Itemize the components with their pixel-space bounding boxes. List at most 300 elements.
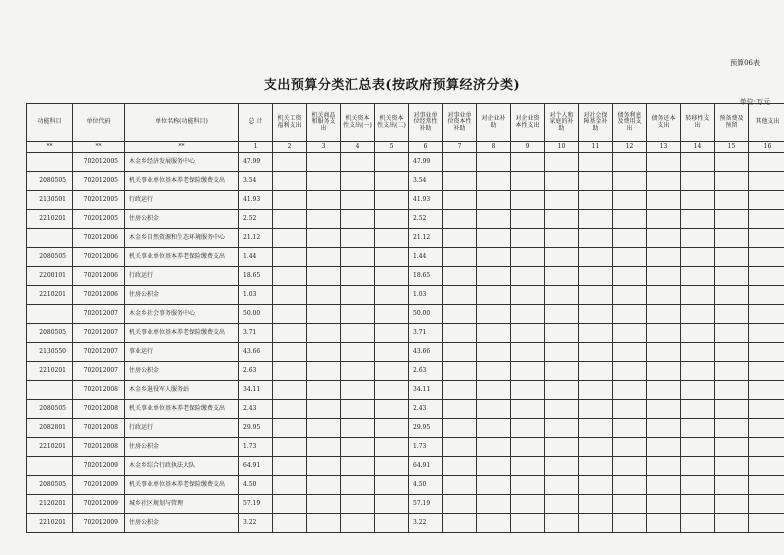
table-row	[27, 476, 784, 495]
column-number-row	[27, 142, 784, 153]
column-number-cell: 6	[409, 142, 443, 153]
empty-cell	[715, 229, 749, 248]
empty-cell	[681, 400, 715, 419]
empty-cell	[443, 362, 477, 381]
empty-cell	[273, 343, 307, 362]
func-code-cell: 2210201	[27, 514, 73, 533]
empty-cell	[579, 476, 613, 495]
empty-cell	[579, 495, 613, 514]
unit-name-cell: 住房公积金	[125, 438, 239, 457]
empty-cell	[579, 381, 613, 400]
func-code-cell	[27, 381, 73, 400]
func-code-cell: 2120201	[27, 495, 73, 514]
unit-name-cell: 木金乡自然资源和生态环境服务中心	[125, 229, 239, 248]
unit-code-cell: 702012009	[73, 457, 125, 476]
empty-cell	[715, 191, 749, 210]
column-number-cell: **	[125, 142, 239, 153]
empty-cell	[307, 514, 341, 533]
page-title: 支出预算分类汇总表(按政府预算经济分类)	[263, 78, 521, 93]
empty-cell	[579, 153, 613, 172]
empty-cell	[307, 362, 341, 381]
empty-cell	[613, 514, 647, 533]
empty-cell	[443, 438, 477, 457]
institution-recurring-subsidy-cell: 57.19	[409, 495, 443, 514]
total-cell: 50.00	[239, 305, 273, 324]
table-row	[27, 514, 784, 533]
institution-recurring-subsidy-cell: 2.43	[409, 400, 443, 419]
empty-cell	[613, 286, 647, 305]
empty-cell	[341, 286, 375, 305]
empty-cell	[307, 153, 341, 172]
table-row	[27, 419, 784, 438]
empty-cell	[749, 229, 784, 248]
column-number-cell: 12	[613, 142, 647, 153]
empty-cell	[545, 476, 579, 495]
column-header: 对事业单位资本性补助	[443, 104, 477, 142]
empty-cell	[375, 172, 409, 191]
empty-cell	[511, 229, 545, 248]
empty-cell	[545, 153, 579, 172]
table-row	[27, 172, 784, 191]
empty-cell	[477, 400, 511, 419]
empty-cell	[647, 267, 681, 286]
empty-cell	[749, 343, 784, 362]
column-number-cell: 9	[511, 142, 545, 153]
column-header: 机关商品和服务支出	[307, 104, 341, 142]
empty-cell	[545, 514, 579, 533]
empty-cell	[511, 286, 545, 305]
empty-cell	[511, 438, 545, 457]
institution-recurring-subsidy-cell: 41.93	[409, 191, 443, 210]
unit-name-cell: 行政运行	[125, 191, 239, 210]
empty-cell	[681, 324, 715, 343]
total-cell: 2.43	[239, 400, 273, 419]
unit-name-cell: 木金乡经济发展服务中心	[125, 153, 239, 172]
empty-cell	[681, 457, 715, 476]
total-cell: 18.65	[239, 267, 273, 286]
total-cell: 3.22	[239, 514, 273, 533]
empty-cell	[545, 172, 579, 191]
institution-recurring-subsidy-cell: 21.12	[409, 229, 443, 248]
empty-cell	[681, 286, 715, 305]
column-header: 其他支出	[749, 104, 784, 142]
empty-cell	[579, 457, 613, 476]
empty-cell	[647, 343, 681, 362]
empty-cell	[749, 362, 784, 381]
empty-cell	[375, 476, 409, 495]
empty-cell	[613, 476, 647, 495]
unit-code-cell: 702012009	[73, 495, 125, 514]
empty-cell	[681, 495, 715, 514]
empty-cell	[511, 419, 545, 438]
empty-cell	[613, 343, 647, 362]
empty-cell	[749, 248, 784, 267]
empty-cell	[307, 305, 341, 324]
total-cell: 57.19	[239, 495, 273, 514]
empty-cell	[443, 172, 477, 191]
empty-cell	[613, 381, 647, 400]
empty-cell	[715, 419, 749, 438]
empty-cell	[307, 210, 341, 229]
table-row	[27, 153, 784, 172]
empty-cell	[545, 248, 579, 267]
empty-cell	[375, 267, 409, 286]
empty-cell	[273, 153, 307, 172]
empty-cell	[545, 210, 579, 229]
total-cell: 2.52	[239, 210, 273, 229]
empty-cell	[307, 457, 341, 476]
empty-cell	[477, 267, 511, 286]
empty-cell	[341, 229, 375, 248]
empty-cell	[545, 419, 579, 438]
column-header: 单位代码	[73, 104, 125, 142]
empty-cell	[341, 419, 375, 438]
empty-cell	[545, 286, 579, 305]
column-header: 债务利息及费用支出	[613, 104, 647, 142]
empty-cell	[375, 286, 409, 305]
empty-cell	[443, 514, 477, 533]
institution-recurring-subsidy-cell: 4.50	[409, 476, 443, 495]
empty-cell	[375, 248, 409, 267]
total-cell: 1.73	[239, 438, 273, 457]
column-header: 转移性支出	[681, 104, 715, 142]
empty-cell	[613, 248, 647, 267]
empty-cell	[375, 362, 409, 381]
empty-cell	[681, 172, 715, 191]
empty-cell	[715, 172, 749, 191]
empty-cell	[749, 210, 784, 229]
unit-code-cell: 702012006	[73, 229, 125, 248]
institution-recurring-subsidy-cell: 1.03	[409, 286, 443, 305]
empty-cell	[375, 438, 409, 457]
empty-cell	[647, 438, 681, 457]
func-code-cell: 2130501	[27, 191, 73, 210]
institution-recurring-subsidy-cell: 18.65	[409, 267, 443, 286]
empty-cell	[681, 343, 715, 362]
empty-cell	[647, 400, 681, 419]
empty-cell	[307, 343, 341, 362]
empty-cell	[579, 286, 613, 305]
column-number-cell: 14	[681, 142, 715, 153]
empty-cell	[273, 438, 307, 457]
empty-cell	[681, 514, 715, 533]
empty-cell	[749, 419, 784, 438]
empty-cell	[715, 457, 749, 476]
empty-cell	[477, 153, 511, 172]
empty-cell	[681, 362, 715, 381]
table-row	[27, 381, 784, 400]
column-header: 对企业资本性支出	[511, 104, 545, 142]
empty-cell	[749, 438, 784, 457]
total-cell: 41.93	[239, 191, 273, 210]
empty-cell	[545, 495, 579, 514]
empty-cell	[341, 476, 375, 495]
unit-code-cell: 702012009	[73, 476, 125, 495]
empty-cell	[647, 362, 681, 381]
institution-recurring-subsidy-cell: 34.11	[409, 381, 443, 400]
empty-cell	[375, 381, 409, 400]
empty-cell	[307, 419, 341, 438]
empty-cell	[443, 191, 477, 210]
empty-cell	[715, 343, 749, 362]
empty-cell	[545, 191, 579, 210]
total-cell: 1.44	[239, 248, 273, 267]
empty-cell	[477, 172, 511, 191]
empty-cell	[341, 191, 375, 210]
empty-cell	[307, 324, 341, 343]
empty-cell	[273, 267, 307, 286]
empty-cell	[511, 476, 545, 495]
empty-cell	[545, 438, 579, 457]
column-header: 机关资本性支出(二)	[375, 104, 409, 142]
empty-cell	[477, 229, 511, 248]
column-number-cell: 8	[477, 142, 511, 153]
table-row	[27, 457, 784, 476]
table-row	[27, 248, 784, 267]
empty-cell	[681, 438, 715, 457]
empty-cell	[545, 305, 579, 324]
column-header: 对社会保障基金补助	[579, 104, 613, 142]
empty-cell	[749, 286, 784, 305]
table-row	[27, 400, 784, 419]
empty-cell	[613, 324, 647, 343]
unit-code-cell: 702012007	[73, 324, 125, 343]
empty-cell	[613, 305, 647, 324]
institution-recurring-subsidy-cell: 29.95	[409, 419, 443, 438]
column-number-cell: 10	[545, 142, 579, 153]
empty-cell	[681, 305, 715, 324]
total-cell: 3.54	[239, 172, 273, 191]
empty-cell	[647, 210, 681, 229]
empty-cell	[613, 495, 647, 514]
empty-cell	[375, 419, 409, 438]
empty-cell	[511, 343, 545, 362]
empty-cell	[647, 324, 681, 343]
unit-name-cell: 机关事业单位基本养老保险缴费支出	[125, 172, 239, 191]
empty-cell	[715, 438, 749, 457]
institution-recurring-subsidy-cell: 3.22	[409, 514, 443, 533]
empty-cell	[749, 324, 784, 343]
table-row	[27, 305, 784, 324]
empty-cell	[477, 248, 511, 267]
empty-cell	[579, 324, 613, 343]
empty-cell	[375, 324, 409, 343]
institution-recurring-subsidy-cell: 64.91	[409, 457, 443, 476]
unit-code-cell: 702012008	[73, 419, 125, 438]
empty-cell	[511, 191, 545, 210]
func-code-cell: 2080505	[27, 400, 73, 419]
column-number-cell: **	[73, 142, 125, 153]
empty-cell	[715, 495, 749, 514]
empty-cell	[341, 343, 375, 362]
empty-cell	[477, 210, 511, 229]
column-number-cell: **	[27, 142, 73, 153]
empty-cell	[477, 191, 511, 210]
empty-cell	[273, 229, 307, 248]
unit-name-cell: 住房公积金	[125, 286, 239, 305]
empty-cell	[477, 514, 511, 533]
empty-cell	[681, 229, 715, 248]
func-code-cell	[27, 305, 73, 324]
empty-cell	[375, 495, 409, 514]
unit-name-cell: 木金乡综合行政执法大队	[125, 457, 239, 476]
empty-cell	[749, 381, 784, 400]
empty-cell	[511, 514, 545, 533]
unit-name-cell: 事业运行	[125, 343, 239, 362]
column-header: 对事业单位经常性补助	[409, 104, 443, 142]
empty-cell	[307, 381, 341, 400]
empty-cell	[443, 324, 477, 343]
empty-cell	[681, 476, 715, 495]
empty-cell	[477, 419, 511, 438]
empty-cell	[375, 343, 409, 362]
empty-cell	[579, 362, 613, 381]
empty-cell	[511, 495, 545, 514]
empty-cell	[341, 267, 375, 286]
func-code-cell: 2210201	[27, 286, 73, 305]
empty-cell	[715, 210, 749, 229]
empty-cell	[613, 229, 647, 248]
empty-cell	[477, 343, 511, 362]
empty-cell	[681, 191, 715, 210]
empty-cell	[613, 362, 647, 381]
institution-recurring-subsidy-cell: 50.00	[409, 305, 443, 324]
empty-cell	[375, 210, 409, 229]
unit-code-cell: 702012006	[73, 286, 125, 305]
column-number-cell: 1	[239, 142, 273, 153]
unit-code-cell: 702012008	[73, 438, 125, 457]
empty-cell	[477, 305, 511, 324]
empty-cell	[749, 267, 784, 286]
empty-cell	[341, 210, 375, 229]
empty-cell	[375, 153, 409, 172]
empty-cell	[715, 248, 749, 267]
table-row	[27, 191, 784, 210]
empty-cell	[511, 210, 545, 229]
empty-cell	[477, 476, 511, 495]
empty-cell	[307, 438, 341, 457]
empty-cell	[613, 438, 647, 457]
empty-cell	[545, 381, 579, 400]
empty-cell	[613, 419, 647, 438]
empty-cell	[715, 324, 749, 343]
empty-cell	[545, 324, 579, 343]
empty-cell	[749, 457, 784, 476]
empty-cell	[443, 476, 477, 495]
empty-cell	[511, 457, 545, 476]
empty-cell	[341, 457, 375, 476]
empty-cell	[511, 400, 545, 419]
unit-code-cell: 702012006	[73, 248, 125, 267]
total-cell: 64.91	[239, 457, 273, 476]
empty-cell	[511, 381, 545, 400]
empty-cell	[307, 172, 341, 191]
empty-cell	[511, 153, 545, 172]
empty-cell	[443, 267, 477, 286]
empty-cell	[307, 229, 341, 248]
column-number-cell: 2	[273, 142, 307, 153]
empty-cell	[443, 343, 477, 362]
table-row	[27, 324, 784, 343]
func-code-cell: 2080505	[27, 476, 73, 495]
budget-table	[26, 103, 784, 533]
empty-cell	[341, 381, 375, 400]
empty-cell	[613, 191, 647, 210]
empty-cell	[715, 514, 749, 533]
institution-recurring-subsidy-cell: 43.66	[409, 343, 443, 362]
empty-cell	[443, 495, 477, 514]
empty-cell	[307, 476, 341, 495]
column-number-cell: 13	[647, 142, 681, 153]
empty-cell	[749, 476, 784, 495]
empty-cell	[647, 153, 681, 172]
empty-cell	[273, 210, 307, 229]
empty-cell	[511, 172, 545, 191]
empty-cell	[579, 248, 613, 267]
empty-cell	[443, 400, 477, 419]
unit-code-cell: 702012005	[73, 191, 125, 210]
unit-label: 单位:万元	[739, 98, 770, 106]
empty-cell	[545, 267, 579, 286]
func-code-cell: 2210201	[27, 438, 73, 457]
unit-code-cell: 702012007	[73, 343, 125, 362]
unit-name-cell: 城乡社区规划与管理	[125, 495, 239, 514]
empty-cell	[715, 381, 749, 400]
unit-code-cell: 702012007	[73, 305, 125, 324]
empty-cell	[341, 438, 375, 457]
column-number-cell: 11	[579, 142, 613, 153]
func-code-cell: 2210201	[27, 210, 73, 229]
table-row	[27, 438, 784, 457]
empty-cell	[749, 191, 784, 210]
empty-cell	[647, 457, 681, 476]
empty-cell	[443, 210, 477, 229]
empty-cell	[579, 191, 613, 210]
institution-recurring-subsidy-cell: 1.44	[409, 248, 443, 267]
func-code-cell: 2080505	[27, 172, 73, 191]
empty-cell	[681, 210, 715, 229]
empty-cell	[579, 172, 613, 191]
empty-cell	[273, 191, 307, 210]
func-code-cell	[27, 229, 73, 248]
unit-code-cell: 702012005	[73, 172, 125, 191]
column-header: 对个人和家庭的补助	[545, 104, 579, 142]
empty-cell	[273, 248, 307, 267]
empty-cell	[715, 362, 749, 381]
empty-cell	[715, 400, 749, 419]
empty-cell	[443, 229, 477, 248]
unit-name-cell: 机关事业单位基本养老保险缴费支出	[125, 324, 239, 343]
column-number-cell: 5	[375, 142, 409, 153]
empty-cell	[443, 153, 477, 172]
table-row	[27, 343, 784, 362]
institution-recurring-subsidy-cell: 3.54	[409, 172, 443, 191]
empty-cell	[579, 514, 613, 533]
institution-recurring-subsidy-cell: 47.99	[409, 153, 443, 172]
empty-cell	[681, 419, 715, 438]
empty-cell	[341, 248, 375, 267]
total-cell: 3.71	[239, 324, 273, 343]
empty-cell	[749, 305, 784, 324]
institution-recurring-subsidy-cell: 2.63	[409, 362, 443, 381]
empty-cell	[647, 191, 681, 210]
institution-recurring-subsidy-cell: 1.73	[409, 438, 443, 457]
column-header: 预备费及预留	[715, 104, 749, 142]
institution-recurring-subsidy-cell: 3.71	[409, 324, 443, 343]
unit-code-cell: 702012005	[73, 210, 125, 229]
column-number-cell: 15	[715, 142, 749, 153]
empty-cell	[375, 229, 409, 248]
